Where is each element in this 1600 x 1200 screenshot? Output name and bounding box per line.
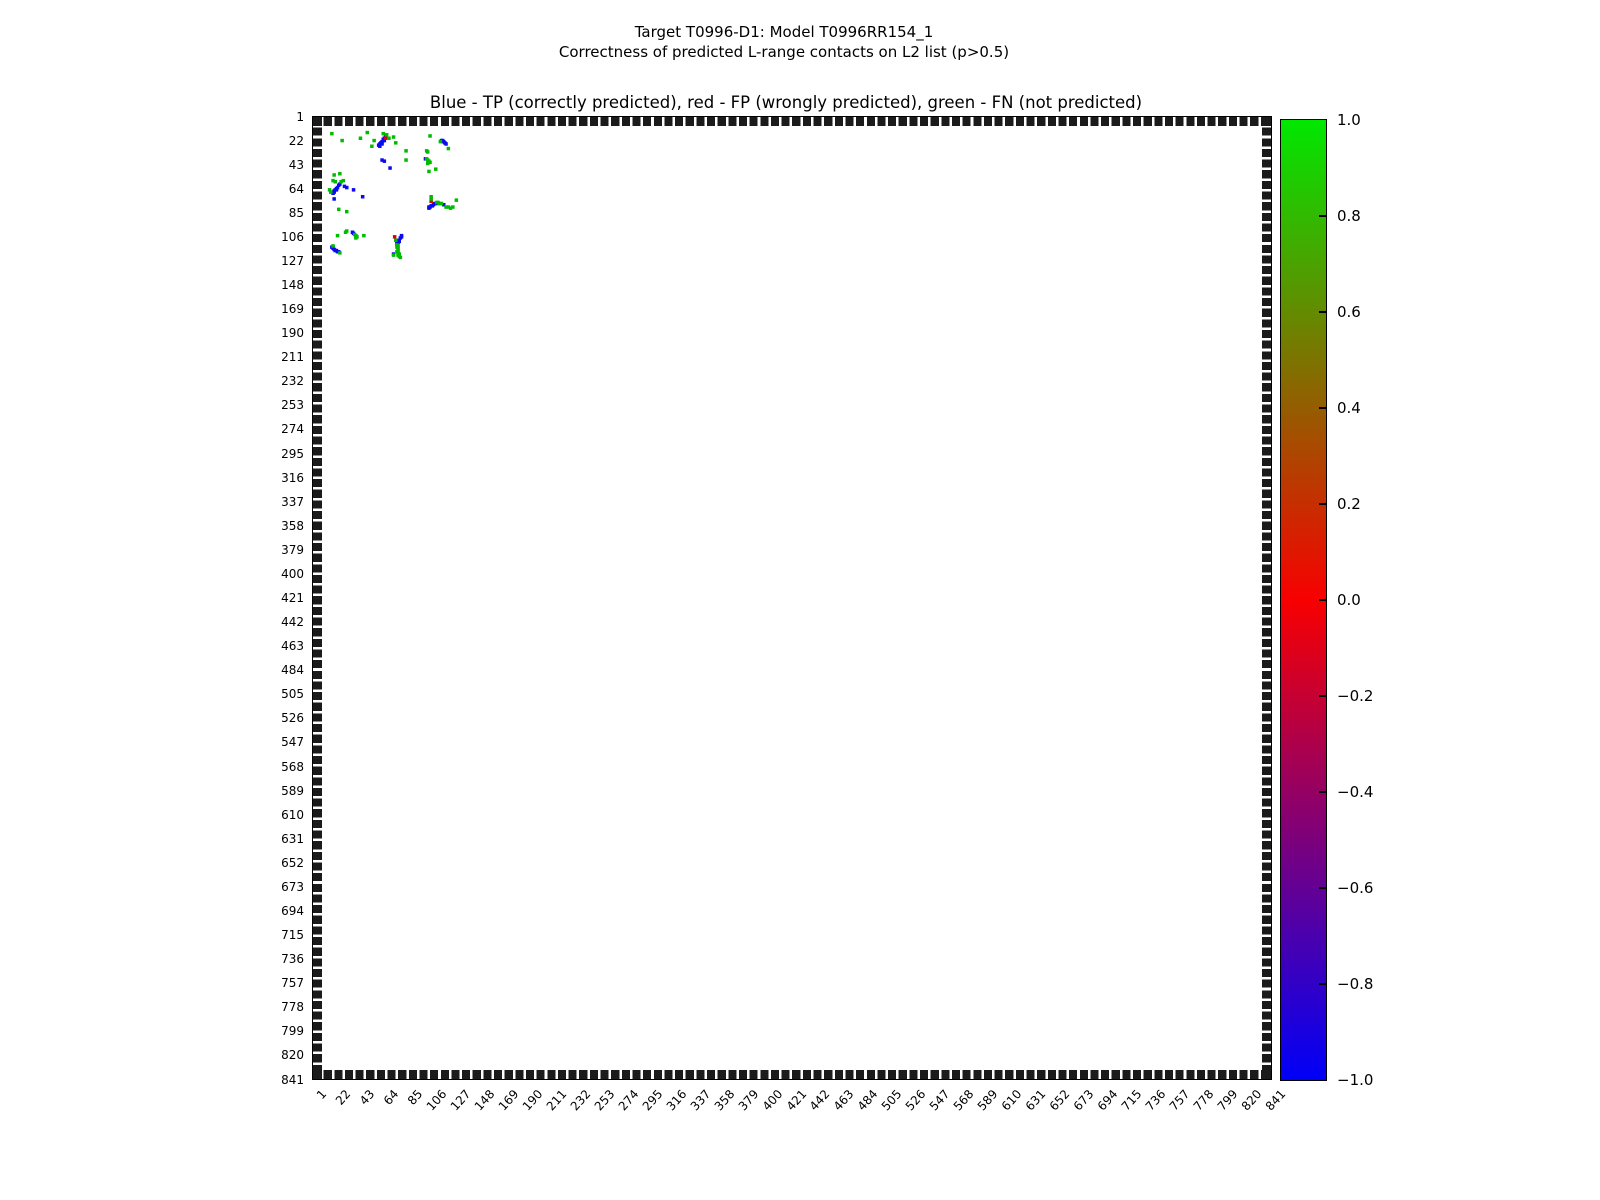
dot-fn bbox=[404, 149, 408, 153]
dot-fn bbox=[340, 139, 344, 143]
y-tick-label: 589 bbox=[281, 783, 304, 798]
colorbar-tickmark bbox=[1319, 983, 1326, 985]
x-tick-label: 358 bbox=[711, 1087, 737, 1114]
x-tick-label: 652 bbox=[1046, 1087, 1073, 1114]
colorbar-tickmark bbox=[1319, 407, 1326, 409]
colorbar-tickmark bbox=[1319, 695, 1326, 697]
x-tick-label: 778 bbox=[1190, 1087, 1217, 1114]
colorbar-tick-label: 0.6 bbox=[1337, 303, 1361, 321]
x-tick-label: 568 bbox=[950, 1087, 977, 1114]
x-tick-label: 127 bbox=[447, 1087, 474, 1114]
x-tick-label: 337 bbox=[687, 1087, 713, 1114]
dot-fn bbox=[439, 140, 443, 144]
x-tick-label: 169 bbox=[495, 1087, 522, 1114]
y-tick-label: 232 bbox=[281, 374, 304, 389]
y-tick-label: 652 bbox=[281, 855, 304, 870]
colorbar-tick-label: 0.4 bbox=[1337, 399, 1361, 417]
dot-fn bbox=[331, 244, 335, 248]
dot-tp bbox=[388, 166, 392, 170]
y-tick-label: 169 bbox=[281, 302, 304, 317]
x-tick-label: 820 bbox=[1238, 1087, 1265, 1114]
y-tick-label: 673 bbox=[281, 879, 304, 894]
x-tick-label: 841 bbox=[1262, 1087, 1289, 1114]
dot-fn bbox=[337, 208, 341, 212]
y-tick-label: 400 bbox=[281, 566, 304, 581]
y-tick-label: 148 bbox=[281, 278, 304, 293]
dot-fn bbox=[394, 239, 398, 243]
dot-fp bbox=[393, 235, 397, 239]
dot-fn bbox=[366, 131, 370, 135]
x-tick-label: 673 bbox=[1070, 1087, 1097, 1114]
x-tick-label: 484 bbox=[855, 1087, 881, 1114]
y-tick-label: 1 bbox=[296, 109, 304, 124]
y-tick-label: 736 bbox=[281, 952, 304, 967]
dot-tp bbox=[332, 197, 336, 201]
dot-fn bbox=[447, 147, 451, 151]
dot-fn bbox=[404, 158, 408, 162]
y-tick-label: 421 bbox=[281, 591, 304, 605]
x-tick-label: 526 bbox=[903, 1087, 929, 1114]
dot-fn bbox=[336, 234, 340, 238]
dot-fn bbox=[428, 134, 432, 138]
x-tick-label: 106 bbox=[423, 1087, 450, 1114]
y-tick-label: 106 bbox=[281, 229, 304, 244]
dot-fn bbox=[434, 167, 438, 171]
dot-fn bbox=[372, 139, 376, 143]
colorbar-tickmark bbox=[1319, 599, 1326, 601]
x-tick-label: 274 bbox=[615, 1087, 642, 1114]
x-tick-label: 442 bbox=[807, 1087, 833, 1114]
x-tick-label: 64 bbox=[380, 1087, 402, 1108]
x-tick-label: 190 bbox=[519, 1087, 546, 1114]
dot-fn bbox=[370, 145, 374, 149]
colorbar-tick-label: −0.4 bbox=[1337, 783, 1374, 801]
x-tick-label: 400 bbox=[759, 1087, 785, 1114]
dot-fn bbox=[338, 172, 342, 176]
y-tick-label: 694 bbox=[281, 903, 304, 918]
y-tick-label: 547 bbox=[281, 735, 304, 750]
y-tick-label: 799 bbox=[281, 1024, 304, 1039]
y-tick-label: 43 bbox=[288, 157, 304, 172]
x-tick-label: 148 bbox=[471, 1087, 498, 1114]
dot-fn bbox=[329, 190, 333, 194]
y-tick-label: 610 bbox=[281, 807, 304, 822]
x-tick-label: 547 bbox=[927, 1087, 953, 1114]
dot-fp bbox=[384, 137, 388, 141]
dot-fn bbox=[392, 253, 396, 257]
y-tick-label: 127 bbox=[281, 253, 304, 268]
x-tick-label: 421 bbox=[783, 1087, 809, 1114]
dot-fn bbox=[455, 198, 459, 202]
x-tick-label: 694 bbox=[1094, 1087, 1121, 1114]
dot-fn bbox=[426, 150, 430, 154]
dot-fn bbox=[332, 173, 336, 177]
y-tick-label: 337 bbox=[281, 494, 304, 509]
dot-tp bbox=[361, 195, 365, 199]
x-tick-label: 631 bbox=[1022, 1087, 1049, 1114]
y-tick-label: 778 bbox=[281, 1000, 304, 1015]
x-tick-label: 505 bbox=[879, 1087, 905, 1114]
dot-fn bbox=[330, 132, 334, 136]
colorbar-tick-label: −0.6 bbox=[1337, 879, 1374, 897]
colorbar-tickmark bbox=[1319, 887, 1326, 889]
y-tick-label: 757 bbox=[281, 976, 304, 991]
dot-fn bbox=[429, 197, 433, 201]
figure-title-line1: Target T0996-D1: Model T0996RR154_1 bbox=[634, 23, 934, 41]
y-tick-label: 484 bbox=[281, 663, 304, 678]
dot-fn bbox=[426, 162, 430, 166]
dot-fn bbox=[354, 236, 358, 240]
dot-fn bbox=[392, 135, 396, 139]
colorbar-tick-label: 1.0 bbox=[1337, 111, 1361, 129]
x-tick-label: 715 bbox=[1118, 1087, 1145, 1114]
colorbar-tick-label: 0.0 bbox=[1337, 591, 1361, 609]
y-tick-label: 295 bbox=[281, 446, 304, 461]
x-tick-label: 1 bbox=[313, 1087, 330, 1103]
y-tick-label: 568 bbox=[281, 759, 304, 774]
dot-tp bbox=[383, 159, 387, 163]
dot-tp bbox=[335, 188, 339, 192]
x-tick-label: 589 bbox=[974, 1087, 1001, 1114]
y-tick-label: 526 bbox=[281, 711, 304, 726]
x-tick-label: 316 bbox=[663, 1087, 690, 1114]
y-tick-label: 379 bbox=[281, 542, 304, 557]
dot-fn bbox=[359, 137, 363, 141]
dot-fn bbox=[427, 170, 431, 174]
colorbar-tickmark bbox=[1319, 791, 1326, 793]
colorbar-tickmark bbox=[1319, 215, 1326, 217]
y-tick-label: 85 bbox=[288, 205, 304, 220]
dot-fn bbox=[345, 229, 349, 233]
dot-fn bbox=[334, 180, 338, 184]
colorbar-tick-label: 0.8 bbox=[1337, 207, 1361, 225]
dot-tp bbox=[444, 142, 448, 146]
x-tick-label: 757 bbox=[1166, 1087, 1193, 1114]
dot-fn bbox=[440, 202, 444, 206]
dot-fn bbox=[451, 205, 455, 209]
x-tick-label: 799 bbox=[1214, 1087, 1241, 1114]
colorbar-tickmark bbox=[1319, 311, 1326, 313]
dot-fn bbox=[382, 132, 386, 136]
x-tick-label: 736 bbox=[1142, 1087, 1169, 1114]
dot-fn bbox=[338, 251, 342, 255]
y-tick-label: 631 bbox=[281, 831, 304, 846]
y-tick-label: 442 bbox=[281, 615, 304, 630]
y-tick-label: 715 bbox=[281, 928, 304, 943]
y-tick-label: 22 bbox=[288, 133, 304, 148]
x-tick-label: 211 bbox=[543, 1087, 570, 1114]
x-tick-label: 295 bbox=[639, 1087, 666, 1114]
x-tick-label: 379 bbox=[735, 1087, 761, 1114]
x-tick-label: 253 bbox=[591, 1087, 618, 1114]
x-tick-label: 232 bbox=[567, 1087, 594, 1114]
colorbar-tick-label: −1.0 bbox=[1337, 1071, 1374, 1089]
dot-fn bbox=[345, 210, 349, 214]
dot-fn bbox=[387, 137, 391, 141]
dot-fn bbox=[385, 133, 389, 137]
x-tick-label: 85 bbox=[404, 1087, 426, 1108]
y-tick-label: 463 bbox=[281, 639, 304, 654]
colorbar-tick-label: −0.2 bbox=[1337, 687, 1374, 705]
figure-title-line2: Correctness of predicted L-range contacts on L2 list (p>0.5) bbox=[558, 43, 1010, 61]
colorbar-tick-label: −0.8 bbox=[1337, 975, 1374, 993]
dot-fn bbox=[399, 256, 403, 260]
x-tick-label: 610 bbox=[998, 1087, 1025, 1114]
y-tick-label: 253 bbox=[281, 398, 304, 413]
dot-fn bbox=[362, 234, 366, 238]
y-tick-label: 841 bbox=[281, 1072, 304, 1087]
y-tick-label: 190 bbox=[281, 326, 304, 341]
plot-title: Blue - TP (correctly predicted), red - FP (wrongly predicted), green - FN (not predicted) bbox=[429, 93, 1143, 112]
dot-fn bbox=[342, 179, 346, 183]
y-tick-label: 820 bbox=[281, 1048, 304, 1063]
x-tick-label: 43 bbox=[356, 1087, 378, 1108]
y-tick-label: 316 bbox=[281, 470, 304, 485]
y-tick-label: 274 bbox=[281, 422, 304, 437]
y-tick-label: 358 bbox=[281, 518, 304, 533]
x-tick-label: 22 bbox=[332, 1087, 354, 1108]
dot-tp bbox=[352, 188, 356, 192]
x-tick-label: 463 bbox=[831, 1087, 857, 1114]
contact-map-dots bbox=[313, 117, 1272, 1080]
figure-suptitle bbox=[559, 22, 1009, 62]
colorbar-tickmark bbox=[1319, 503, 1326, 505]
colorbar-tick-label: 0.2 bbox=[1337, 495, 1361, 513]
dot-tp bbox=[345, 186, 349, 190]
dot-fn bbox=[394, 141, 398, 145]
dot-tp bbox=[400, 234, 404, 238]
y-tick-label: 505 bbox=[281, 687, 304, 702]
dot-tp bbox=[380, 142, 384, 146]
y-tick-label: 211 bbox=[281, 350, 304, 365]
y-tick-label: 64 bbox=[288, 181, 304, 196]
colorbar bbox=[1280, 119, 1327, 1081]
